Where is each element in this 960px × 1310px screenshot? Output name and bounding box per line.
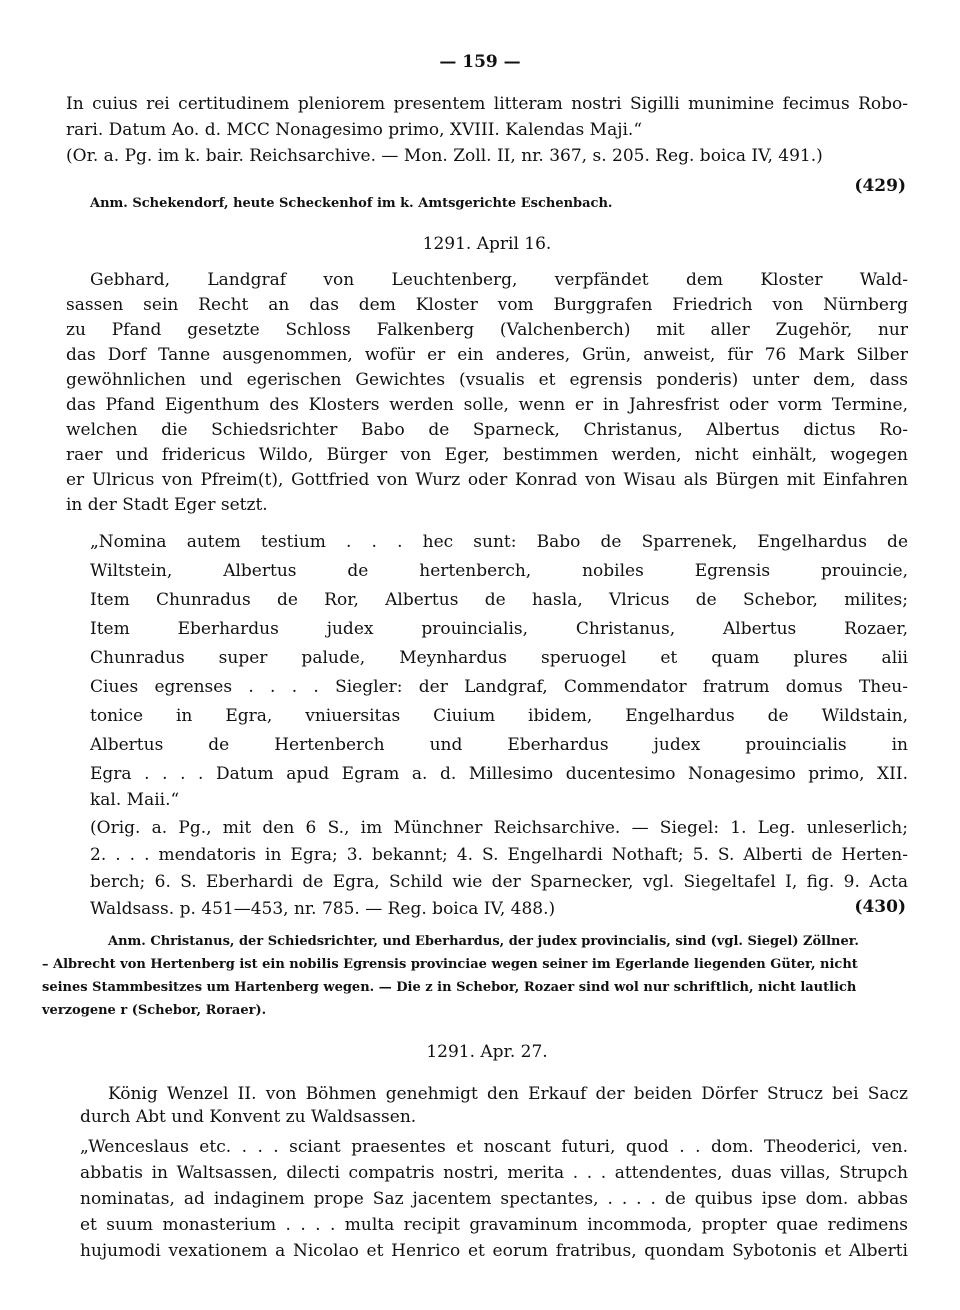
summary-line: sassen sein Recht an das dem Kloster vom Burggrafen Friedrich von Nürnberg bbox=[66, 295, 908, 315]
document-number: (429) bbox=[854, 176, 906, 196]
quote-line: Albertus de Hertenberch und Eberhardus judex prouincialis in bbox=[90, 735, 908, 755]
quote-line: tonice in Egra, vniuersitas Ciuium ibidem, Engelhardus de Wildstain, bbox=[90, 706, 908, 726]
page-number: — 159 — bbox=[439, 52, 521, 72]
quote-line: kal. Maii.“ bbox=[90, 790, 180, 810]
document-number: (430) bbox=[854, 897, 906, 917]
quote-line: Egra . . . . Datum apud Egram a. d. Millesimo ducentesimo Nonagesimo primo, XII. bbox=[90, 764, 908, 784]
quote-line: abbatis in Waltsassen, dilecti compatris nostri, merita . . . attendentes, duas villas, Strupch bbox=[80, 1163, 908, 1183]
entry-date: 1291. Apr. 27. bbox=[426, 1042, 548, 1062]
summary-line: gewöhnlichen und egerischen Gewichtes (vsualis et egrensis ponderis) unter dem, dass bbox=[66, 370, 908, 390]
quote-line: et suum monasterium . . . . multa recipit gravaminum incommoda, propter quae redimens bbox=[80, 1215, 908, 1235]
source-line: Waldsass. p. 451—453, nr. 785. — Reg. boica IV, 488.) bbox=[90, 899, 556, 919]
quote-line: hujumodi vexationem a Nicolao et Henrico et eorum fratribus, quondam Sybotonis et Alberti bbox=[80, 1241, 908, 1261]
summary-line: raer und fridericus Wildo, Bürger von Eger, bestimmen werden, nicht einhält, wogegen bbox=[66, 445, 908, 465]
footnote: verzogene r (Schebor, Roraer). bbox=[42, 1003, 267, 1018]
footnote: Anm. Schekendorf, heute Scheckenhof im k. Amtsgerichte Eschenbach. bbox=[90, 196, 613, 211]
quote-line: Item Chunradus de Ror, Albertus de hasla, Vlricus de Schebor, milites; bbox=[90, 590, 908, 610]
text-line: In cuius rei certitudinem pleniorem presentem litteram nostri Sigilli munimine fecimus Robo- bbox=[66, 94, 908, 114]
summary-line: König Wenzel II. von Böhmen genehmigt den Erkauf der beiden Dörfer Strucz bei Sacz bbox=[108, 1084, 908, 1104]
source-line: berch; 6. S. Eberhardi de Egra, Schild wie der Sparnecker, vgl. Siegeltafel I, fig. 9. Acta bbox=[90, 872, 908, 892]
summary-line: er Ulricus von Pfreim(t), Gottfried von Wurz oder Konrad von Wisau als Bürgen mit Einfahren bbox=[66, 470, 908, 490]
summary-line: Gebhard, Landgraf von Leuchtenberg, verpfändet dem Kloster Wald- bbox=[90, 270, 908, 290]
summary-line: das Pfand Eigenthum des Klosters werden solle, wenn er in Jahresfrist oder vorm Termine, bbox=[66, 395, 908, 415]
summary-line: das Dorf Tanne ausgenommen, wofür er ein anderes, Grün, anweist, für 76 Mark Silber bbox=[66, 345, 908, 365]
quote-line: nominatas, ad indaginem prope Saz jacentem spectantes, . . . . de quibus ipse dom. abbas bbox=[80, 1189, 908, 1209]
quote-line: Ciues egrenses . . . . Siegler: der Landgraf, Commendator fratrum domus Theu- bbox=[90, 677, 908, 697]
summary-line: durch Abt und Konvent zu Waldsassen. bbox=[80, 1107, 417, 1127]
quote-line: „Wenceslaus etc. . . . sciant praesentes et noscant futuri, quod . . dom. Theoderici, ven. bbox=[80, 1137, 908, 1157]
text-line: rari. Datum Ao. d. MCC Nonagesimo primo, XVIII. Kalendas Maji.“ bbox=[66, 120, 643, 140]
footnote: Anm. Christanus, der Schiedsrichter, und Eberhardus, der judex provincialis, sind (vgl. Siegel) Zöllner. bbox=[108, 934, 859, 949]
entry-date: 1291. April 16. bbox=[422, 234, 552, 254]
quote-line: Chunradus super palude, Meynhardus speruogel et quam plures alii bbox=[90, 648, 908, 668]
text-line: (Or. a. Pg. im k. bair. Reichsarchive. — Mon. Zoll. II, nr. 367, s. 205. Reg. boica IV, 491.) bbox=[66, 146, 823, 166]
footnote: – Albrecht von Hertenberg ist ein nobilis Egrensis provinciae wegen seiner im Egerlande liegenden Güter, nicht bbox=[42, 957, 858, 972]
summary-line: zu Pfand gesetzte Schloss Falkenberg (Valchenberch) mit aller Zugehör, nur bbox=[66, 320, 908, 340]
quote-line: Item Eberhardus judex prouincialis, Christanus, Albertus Rozaer, bbox=[90, 619, 908, 639]
source-line: (Orig. a. Pg., mit den 6 S., im Münchner Reichsarchive. — Siegel: 1. Leg. unleserlich; bbox=[90, 818, 908, 838]
quote-line: „Nomina autem testium . . . hec sunt: Babo de Sparrenek, Engelhardus de bbox=[90, 532, 908, 552]
source-line: 2. . . . mendatoris in Egra; 3. bekannt; 4. S. Engelhardi Nothaft; 5. S. Alberti de Herten- bbox=[90, 845, 908, 865]
summary-line: welchen die Schiedsrichter Babo de Sparneck, Christanus, Albertus dictus Ro- bbox=[66, 420, 908, 440]
quote-line: Wiltstein, Albertus de hertenberch, nobiles Egrensis prouincie, bbox=[90, 561, 908, 581]
footnote: seines Stammbesitzes um Hartenberg wegen. — Die z in Schebor, Rozaer sind wol nur schriftlich, nicht lautlich bbox=[42, 980, 857, 995]
summary-line: in der Stadt Eger setzt. bbox=[66, 495, 268, 515]
